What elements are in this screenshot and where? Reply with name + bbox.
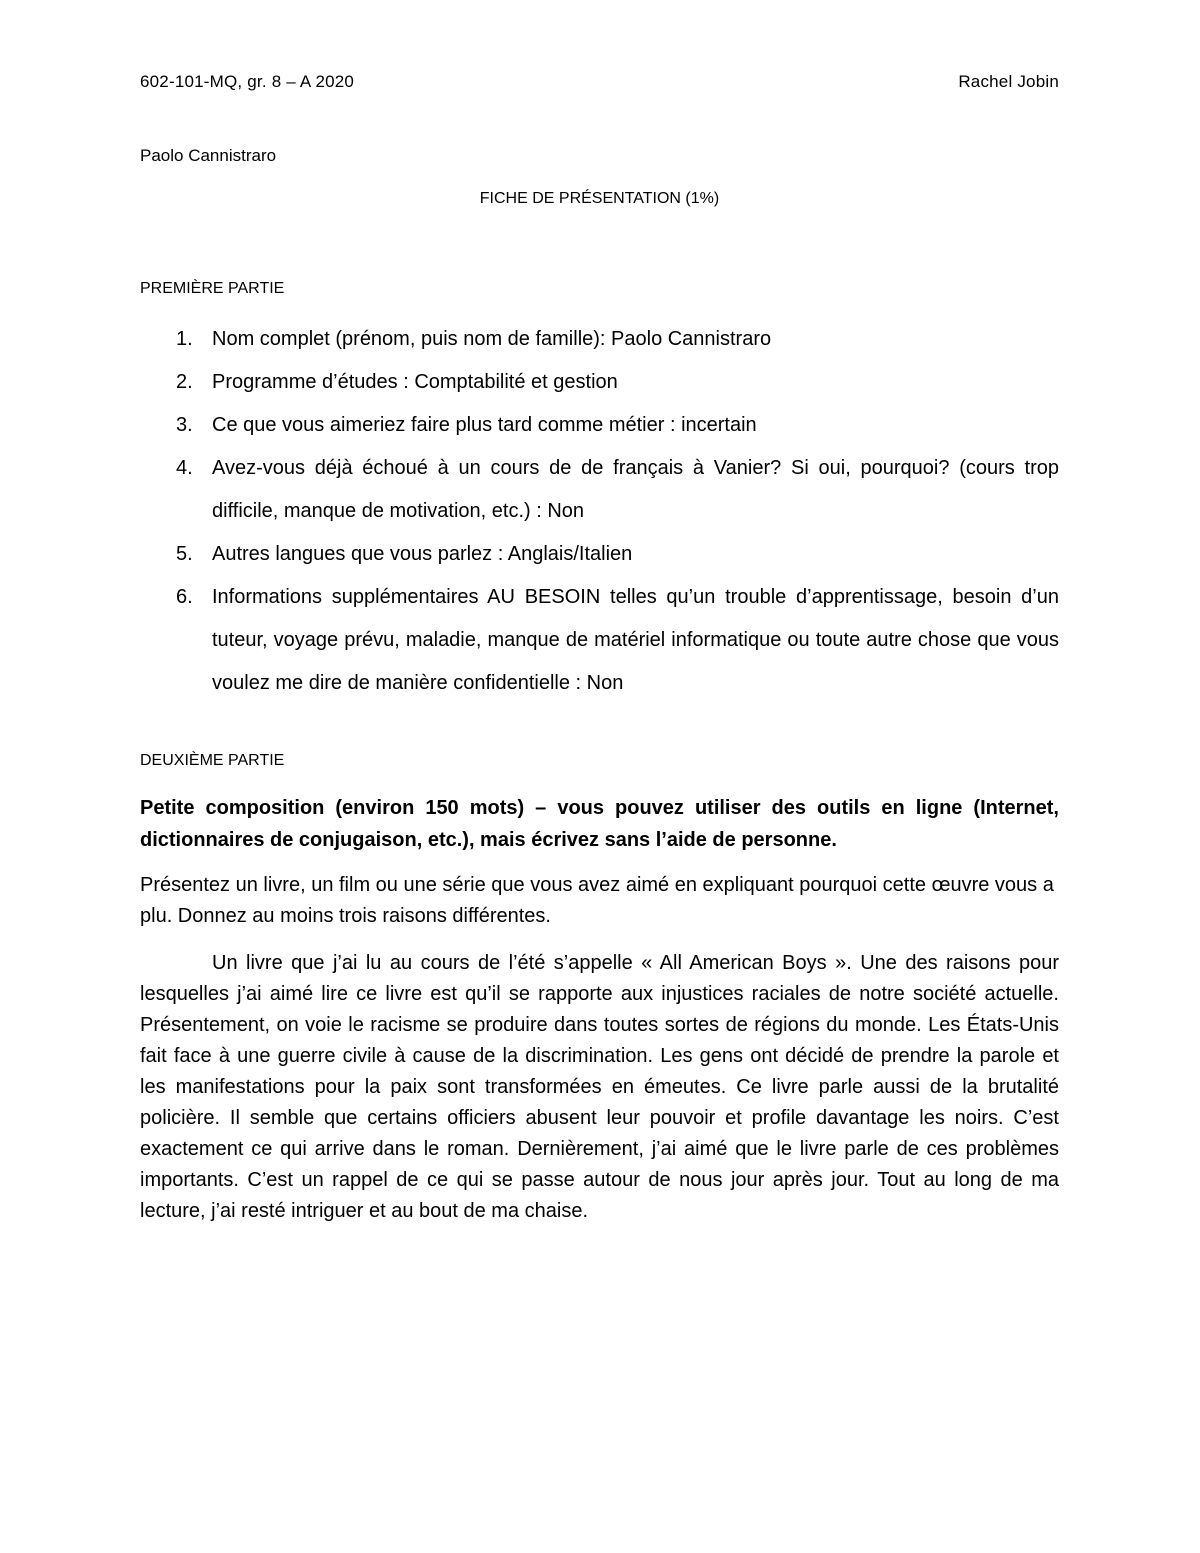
list-item <box>140 533 1059 576</box>
list-item <box>140 576 1059 705</box>
item-text: Programme d’études : Comptabilité et gestion <box>212 371 618 393</box>
list-item <box>140 361 1059 404</box>
list-item <box>140 318 1059 361</box>
section-heading-part1: PREMIÈRE PARTIE <box>140 280 285 297</box>
item-number: 4. <box>176 457 193 479</box>
item-text: Avez-vous déjà échoué à un cours de de français à Vanier? Si oui, pourquoi? (cours trop difficile, manque de motivation, etc.) : Non <box>212 457 1059 522</box>
item-number: 1. <box>176 328 193 350</box>
item-text: Nom complet (prénom, puis nom de famille): Paolo Cannistraro <box>212 328 772 350</box>
section-heading-part2: DEUXIÈME PARTIE <box>140 752 285 769</box>
composition-prompt: Présentez un livre, un film ou une série que vous avez aimé en expliquant pourquoi cette œuvre vous a plu. Donnez au moins trois raisons différentes. <box>140 874 1054 927</box>
page-header <box>140 72 1059 92</box>
composition-instruction: Petite composition (environ 150 mots) – vous pouvez utiliser des outils en ligne (Internet, dictionnaires de conjugaison, etc.), mais écrivez sans l’aide de personne. <box>140 797 1059 851</box>
question-list <box>140 318 1059 705</box>
list-item <box>140 404 1059 447</box>
essay-paragraph: Un livre que j’ai lu au cours de l’été s’appelle « All American Boys ». Une des raisons pour lesquelles j’ai aimé lire ce livre est qu’il se rapporte aux injustices raciales de notre société actuelle. Présentement, on voie le racisme se produire dans toutes sortes de régions du monde. Les États-Unis fait face à une guerre civile à cause de la discrimination. Les gens ont décidé de prendre la parole et les manifestations pour la paix sont transformées en émeutes. Ce livre parle aussi de la brutalité policière. Il semble que certains officiers abusent leur pouvoir et profile davantage les noirs. C’est exactement ce qui arrive dans le roman. Dernièrement, j’ai aimé que le livre parle de ces problèmes importants. C’est un rappel de ce qui se passe autour de nous jour après jour. Tout au long de ma lecture, j’ai resté intriguer et au bout de ma chaise. <box>140 952 1059 1222</box>
item-text: Informations supplémentaires AU BESOIN telles qu’un trouble d’apprentissage, besoin d’un tuteur, voyage prévu, maladie, manque de matériel informatique ou toute autre chose que vous voulez me dire de manière confidentielle : Non <box>212 586 1059 694</box>
item-text: Ce que vous aimeriez faire plus tard comme métier : incertain <box>212 414 757 436</box>
item-number: 3. <box>176 414 193 436</box>
teacher-name: Rachel Jobin <box>958 72 1059 91</box>
document-title: FICHE DE PRÉSENTATION (1%) <box>479 190 720 207</box>
list-item <box>140 447 1059 533</box>
item-number: 6. <box>176 586 193 608</box>
item-text: Autres langues que vous parlez : Anglais/Italien <box>212 543 633 565</box>
item-number: 5. <box>176 543 193 565</box>
student-name: Paolo Cannistraro <box>140 146 277 165</box>
course-code: 602-101-MQ, gr. 8 – A 2020 <box>140 72 355 91</box>
item-number: 2. <box>176 371 193 393</box>
